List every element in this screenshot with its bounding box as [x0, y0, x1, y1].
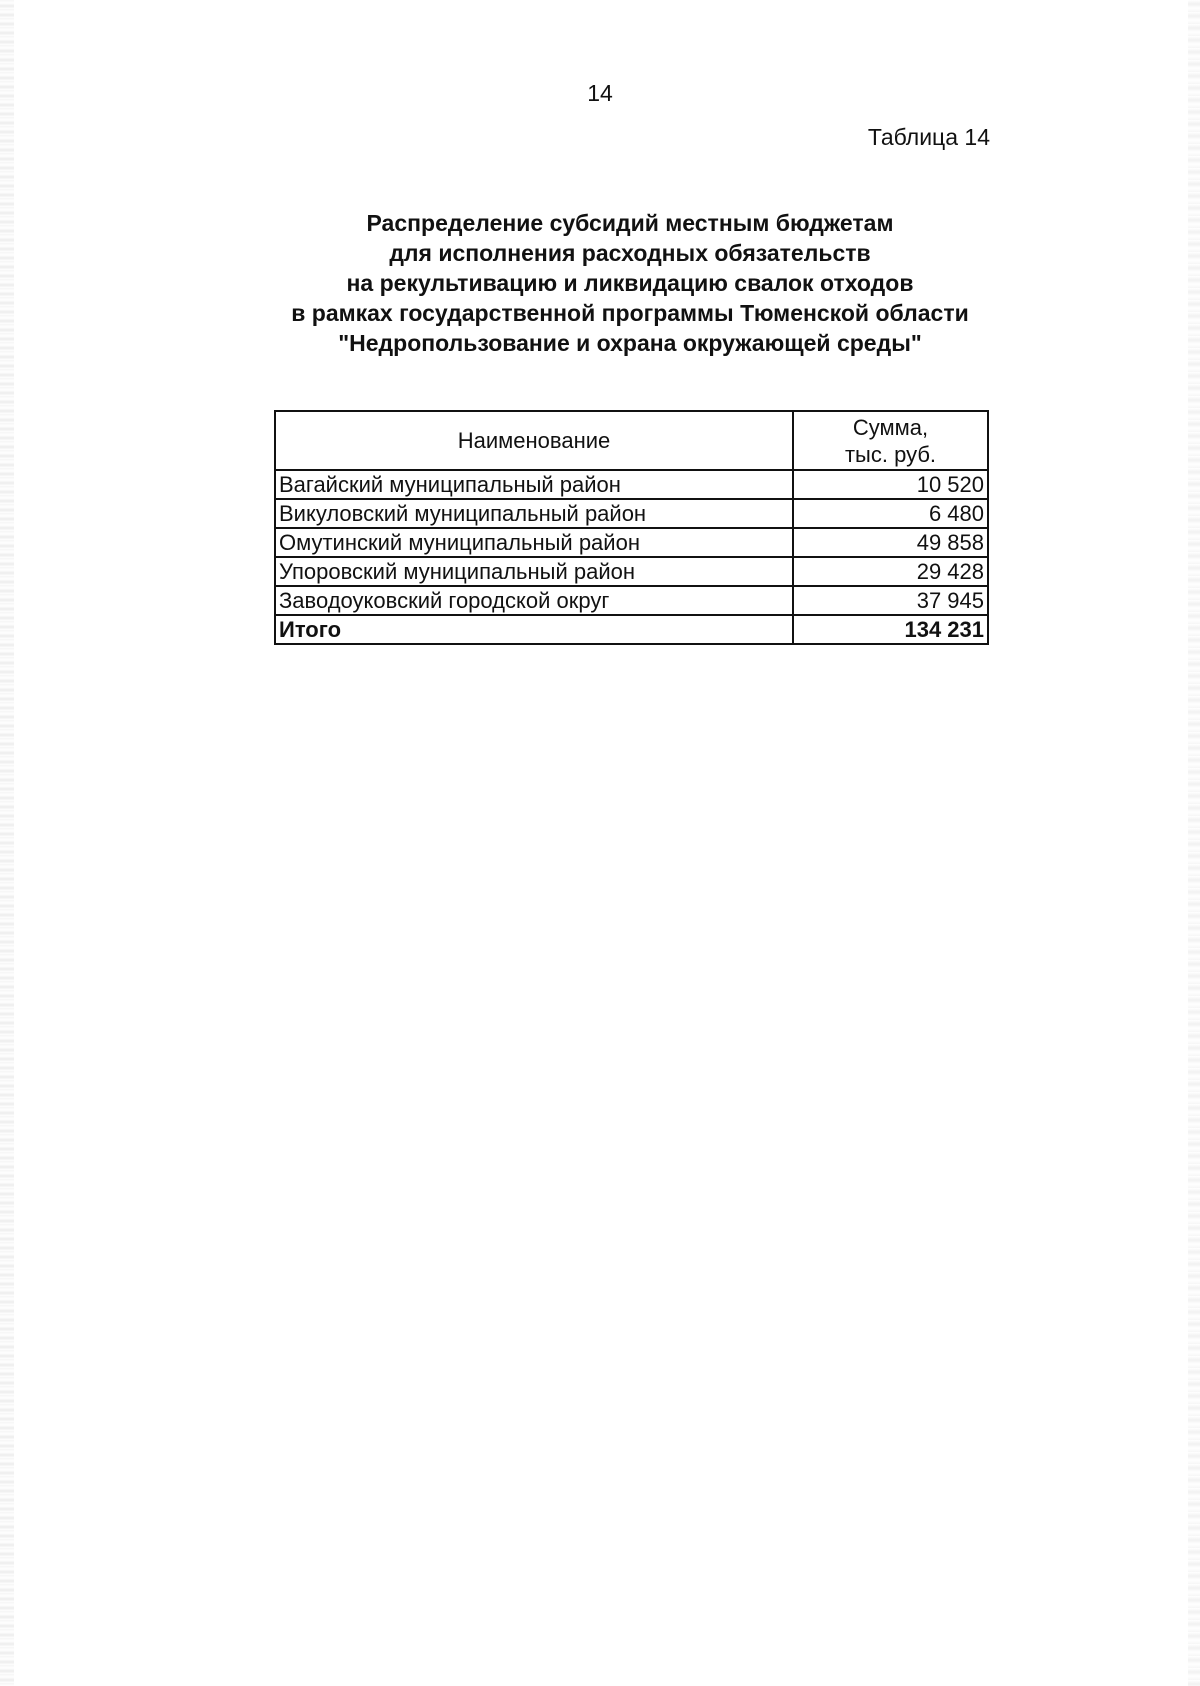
- scan-edge-left: [0, 0, 14, 1686]
- scan-edge-right: [1188, 0, 1200, 1686]
- header-sum-line1: Сумма,: [852, 414, 929, 440]
- row-amount: 29 428: [793, 557, 988, 586]
- subsidy-table: [274, 410, 989, 645]
- row-name: Викуловский муниципальный район: [275, 499, 793, 528]
- table-label: Таблица 14: [867, 124, 990, 150]
- header-sum-line2: тыс. руб.: [844, 441, 937, 467]
- title-line: Распределение субсидий местным бюджетам: [366, 210, 894, 236]
- table-row: [275, 470, 988, 499]
- row-name: Омутинский муниципальный район: [275, 528, 793, 557]
- total-amount: 134 231: [793, 615, 988, 644]
- row-name: Заводоуковский городской округ: [275, 586, 793, 615]
- row-amount: 49 858: [793, 528, 988, 557]
- title-line: для исполнения расходных обязательств: [389, 240, 871, 266]
- table-row: [275, 528, 988, 557]
- title-line: на рекультивацию и ликвидацию свалок отходов: [346, 270, 914, 296]
- title-line: "Недропользование и охрана окружающей среды": [338, 330, 922, 356]
- row-name: Упоровский муниципальный район: [275, 557, 793, 586]
- header-sum: [793, 411, 988, 470]
- table-total-row: [275, 615, 988, 644]
- row-amount: 10 520: [793, 470, 988, 499]
- table-row: [275, 586, 988, 615]
- document-title: [240, 208, 1020, 358]
- table-row: [275, 499, 988, 528]
- table-row: [275, 557, 988, 586]
- header-name: Наименование: [275, 411, 793, 470]
- row-name: Вагайский муниципальный район: [275, 470, 793, 499]
- page-number: 14: [587, 80, 613, 106]
- row-amount: 6 480: [793, 499, 988, 528]
- row-amount: 37 945: [793, 586, 988, 615]
- title-line: в рамках государственной программы Тюменской области: [291, 300, 969, 326]
- total-label: Итого: [275, 615, 793, 644]
- table-header-row: [275, 411, 988, 470]
